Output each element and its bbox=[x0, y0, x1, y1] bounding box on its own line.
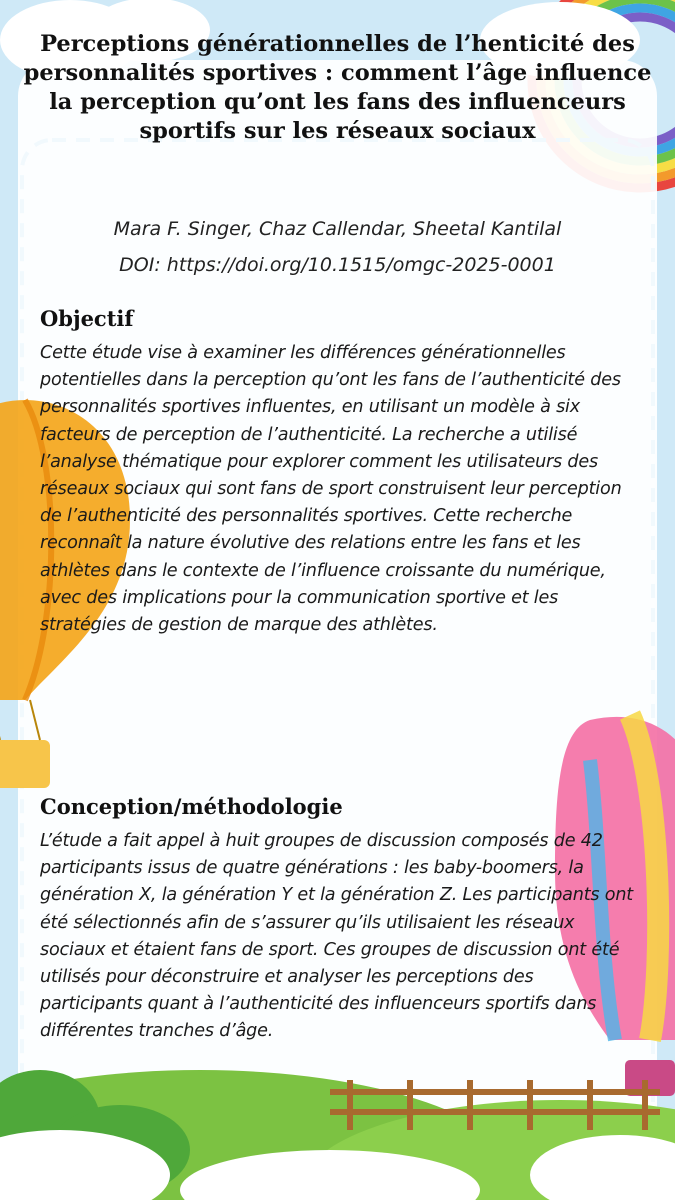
authors: Mara F. Singer, Chaz Callendar, Sheetal Kantilal bbox=[113, 218, 562, 240]
doi-link[interactable]: DOI: https://doi.org/10.1515/omgc-2025-0001 bbox=[119, 254, 556, 276]
poster-title: Perceptions générationnelles de l’henticité des personnalités sportives : comment l’âge influence la perception qu’ont les fans des influenceurs sportifs sur les réseaux sociaux bbox=[23, 31, 652, 144]
section-text-objective: Cette étude vise à examiner les différences générationnelles potentielles dans la perception qu’ont les fans de l’authenticité des personnalités sportives influentes, en utilisant un modèle à six facteurs de perception de l’authenticité. La recherche a utilisé l’analyse thématique pour explorer comment les utilisateurs des réseaux sociaux qui sont fans de sport construisent leur perception de l’authenticité des personnalités sportives. Cette recherche reconnaît la nature évolutive des relations entre les fans et les athlètes dans le contexte de l’influence croissante du numérique, avec des implications pour la communication sportive et les stratégies de gestion de marque des athlètes. bbox=[40, 343, 622, 636]
section-heading-methodology: Conception/méthodologie bbox=[40, 794, 343, 819]
section-text-methodology: L’étude a fait appel à huit groupes de discussion composés de 42 participants issus de quatre générations : les baby-boomers, la génération X, la génération Y et la génération Z. Les participants ont été sélectionnés afin de s’assurer qu’ils utilisaient les réseaux sociaux et étaient fans de sport. Ces groupes de discussion ont été utilisés pour déconstruire et analyser les perceptions des participants quant à l’authenticité des influenceurs sportifs dans différentes tranches d’âge. bbox=[40, 831, 633, 1042]
section-heading-objective: Objectif bbox=[40, 306, 134, 331]
